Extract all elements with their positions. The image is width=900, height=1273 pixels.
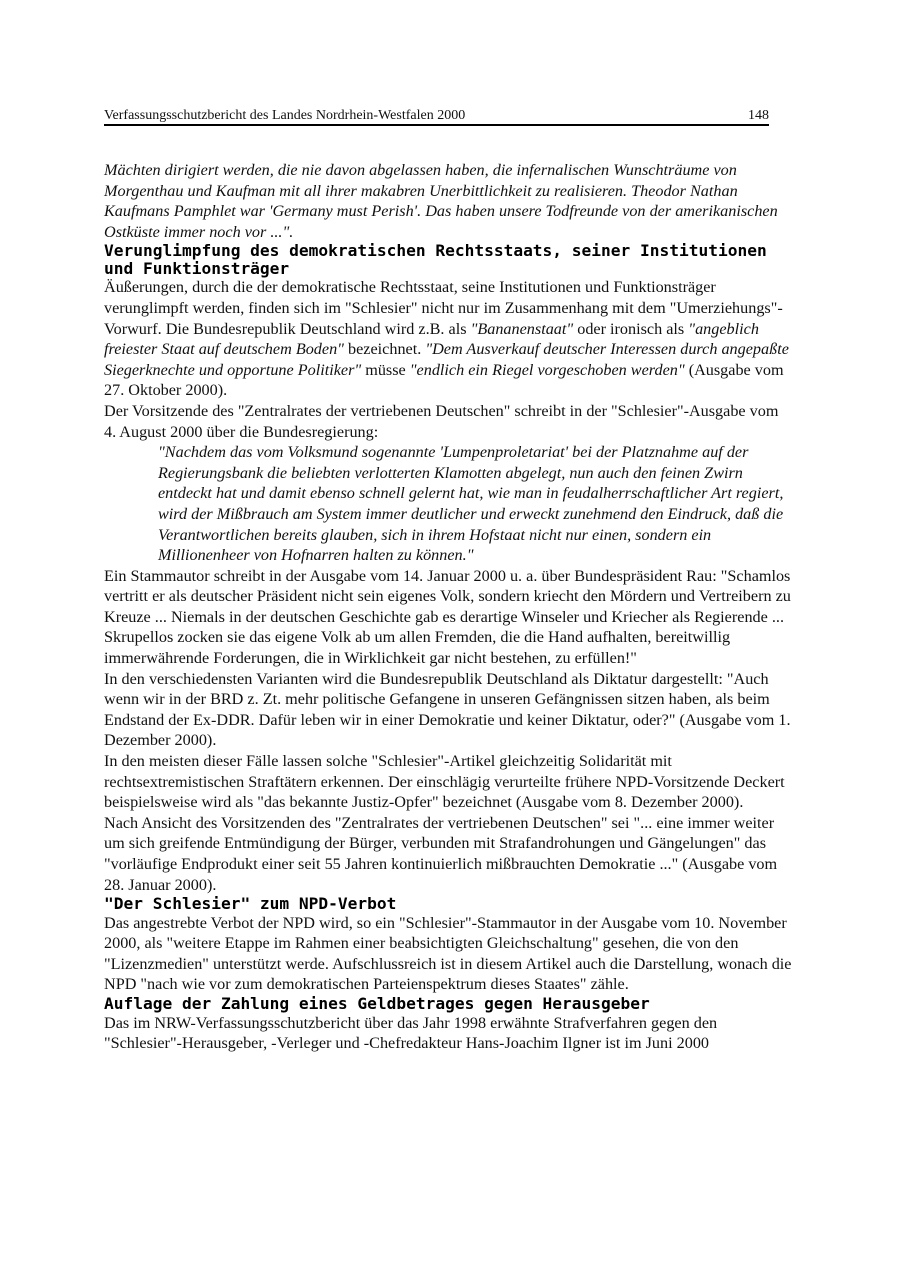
block-quote: "Nachdem das vom Volksmund sogenannte 'Lumpenproletariat' bei der Platznahme auf der Regierungsbank die beliebten verlotterten Klamotten abgelegt, nun auch den feinen Zwirn entdeckt hat und damit ebenso schnell gelernt hat, wie man in feudalherrschaftlicher Art regiert, wird der Mißbrauch am System immer deutlicher und erweckt zunehmend den Eindruck, daß die Verantwortlichen bereits glauben, sich in ihrem Hofstaat nicht nur einen, sondern ein Millionenheer von Hofnarren halten zu können." [158, 443, 784, 565]
quote-bananenstaat: "Bananenstaat" [470, 319, 574, 338]
quote-riegel: "endlich ein Riegel vorgeschoben werden" [409, 360, 685, 379]
paragraph-1 [104, 277, 794, 401]
paragraph-7: Das angestrebte Verbot der NPD wird, so ein "Schlesier"-Stammautor in der Ausgabe vom 10. November 2000, als "weitere Etappe im Rahmen einer beabsichtigten Gleichschaltung" gesehen, die von den "Lizenzmedien" unterstützt werde. Aufschlussreich ist in diesem Artikel auch die Darstellung, wonach die NPD "nach wie vor zum demokratischen Parteienspektrum dieses Staates" zähle. [104, 913, 792, 994]
paragraph-1-text-3: bezeichnet. [343, 340, 426, 359]
header-rule [104, 124, 769, 126]
document-body [104, 160, 794, 1054]
paragraph-8: Das im NRW-Verfassungsschutzbericht über das Jahr 1998 erwähnte Strafverfahren gegen den "Schlesier"-Herausgeber, -Verleger und -Chefredakteur Hans-Joachim Ilgner ist im Juni 2000 [104, 1013, 718, 1053]
quote-freiester-staat: "angeblich freiester Staat auf deutschem Boden" [104, 319, 759, 359]
page-number: 148 [748, 108, 769, 123]
intro-quote: Mächten dirigiert werden, die nie davon abgelassen haben, die infernalischen Wunschträume von Morgenthau und Kaufman mit all ihrer makabren Unerbittlichkeit zu realisieren. Theodor Nathan Kaufmans Pamphlet war 'Germany must Perish'. Das haben unsere Todfreunde von der amerikanischen Ostküste immer noch vor ...". [104, 161, 778, 241]
paragraph-1-text-1: Äußerungen, durch die der demokratische Rechtsstaat, seine Institutionen und Funktionsträger verunglimpft werden, finden sich im "Schlesier" nicht nur im Zusammenhang mit dem "Umerziehungs"-Vorwurf. Die Bundesrepublik Deutschland wird z.B. als [104, 278, 783, 338]
section-heading-verunglimpfung: Verunglimpfung des demokratischen Rechtsstaats, seiner Institutionen und Funktionsträger [104, 241, 767, 278]
paragraph-1-text-2: oder ironisch als [573, 319, 689, 338]
quote-ausverkauf: "Dem Ausverkauf deutscher Interessen durch angepaßte Siegerknechte und opportune Politiker" [104, 340, 789, 379]
paragraph-4: In den verschiedensten Varianten wird die Bundesrepublik Deutschland als Diktatur dargestellt: "Auch wenn wir in der BRD z. Zt. mehr politische Gefangene in unseren Gefängnissen sitzen haben, als beim Endstand der Ex-DDR. Dafür leben wir in einer Demokratie und keiner Diktatur, oder?" (Ausgabe vom 1. Dezember 2000). [104, 669, 791, 750]
section-heading-npd-verbot: "Der Schlesier" zum NPD-Verbot [104, 894, 397, 914]
paragraph-6: Nach Ansicht des Vorsitzenden des "Zentralrates der vertriebenen Deutschen" sei "... eine immer weiter um sich greifende Entmündigung der Bürger, verbunden mit Strafandrohungen und Gängelungen" das "vorläufige Endprodukt einer seit 55 Jahren kontinuierlich mißbrauchten Demokratie ..." (Ausgabe vom 28. Januar 2000). [104, 813, 778, 894]
paragraph-1-text-5: (Ausgabe vom 27. Oktober 2000). [104, 360, 784, 400]
paragraph-5: In den meisten dieser Fälle lassen solche "Schlesier"-Artikel gleichzeitig Solidarität mit rechtsextremistischen Straftätern erkennen. Der einschlägig verurteilte frühere NPD-Vorsitzende Deckert beispielsweise wird als "das bekannte Justiz-Opfer" bezeichnet (Ausgabe vom 8. Dezember 2000). [104, 752, 785, 812]
paragraph-2: Der Vorsitzende des "Zentralrates der vertriebenen Deutschen" schreibt in der "Schlesier"-Ausgabe vom 4. August 2000 über die Bundesregierung: [104, 401, 779, 441]
header-title: Verfassungsschutzbericht des Landes Nordrhein-Westfalen 2000 [104, 108, 466, 123]
section-heading-auflage: Auflage der Zahlung eines Geldbetrages gegen Herausgeber [104, 994, 650, 1014]
paragraph-3: Ein Stammautor schreibt in der Ausgabe vom 14. Januar 2000 u. a. über Bundespräsident Rau: "Schamlos vertritt er als deutscher Präsident nicht sein eigenes Volk, sondern kriecht den Mördern und Vertreibern zu Kreuze ... Niemals in der deutschen Geschichte gab es derartige Winseler und Kriecher als Regierende ... Skrupellos zocken sie das eigene Volk ab um allen Fremden, die die Hand aufhalten, bereitwillig immerwährende Forderungen, die in Wirklichkeit gar nicht bestehen, zu erfüllen!" [104, 566, 791, 668]
paragraph-1-text-4: müsse [361, 360, 410, 379]
